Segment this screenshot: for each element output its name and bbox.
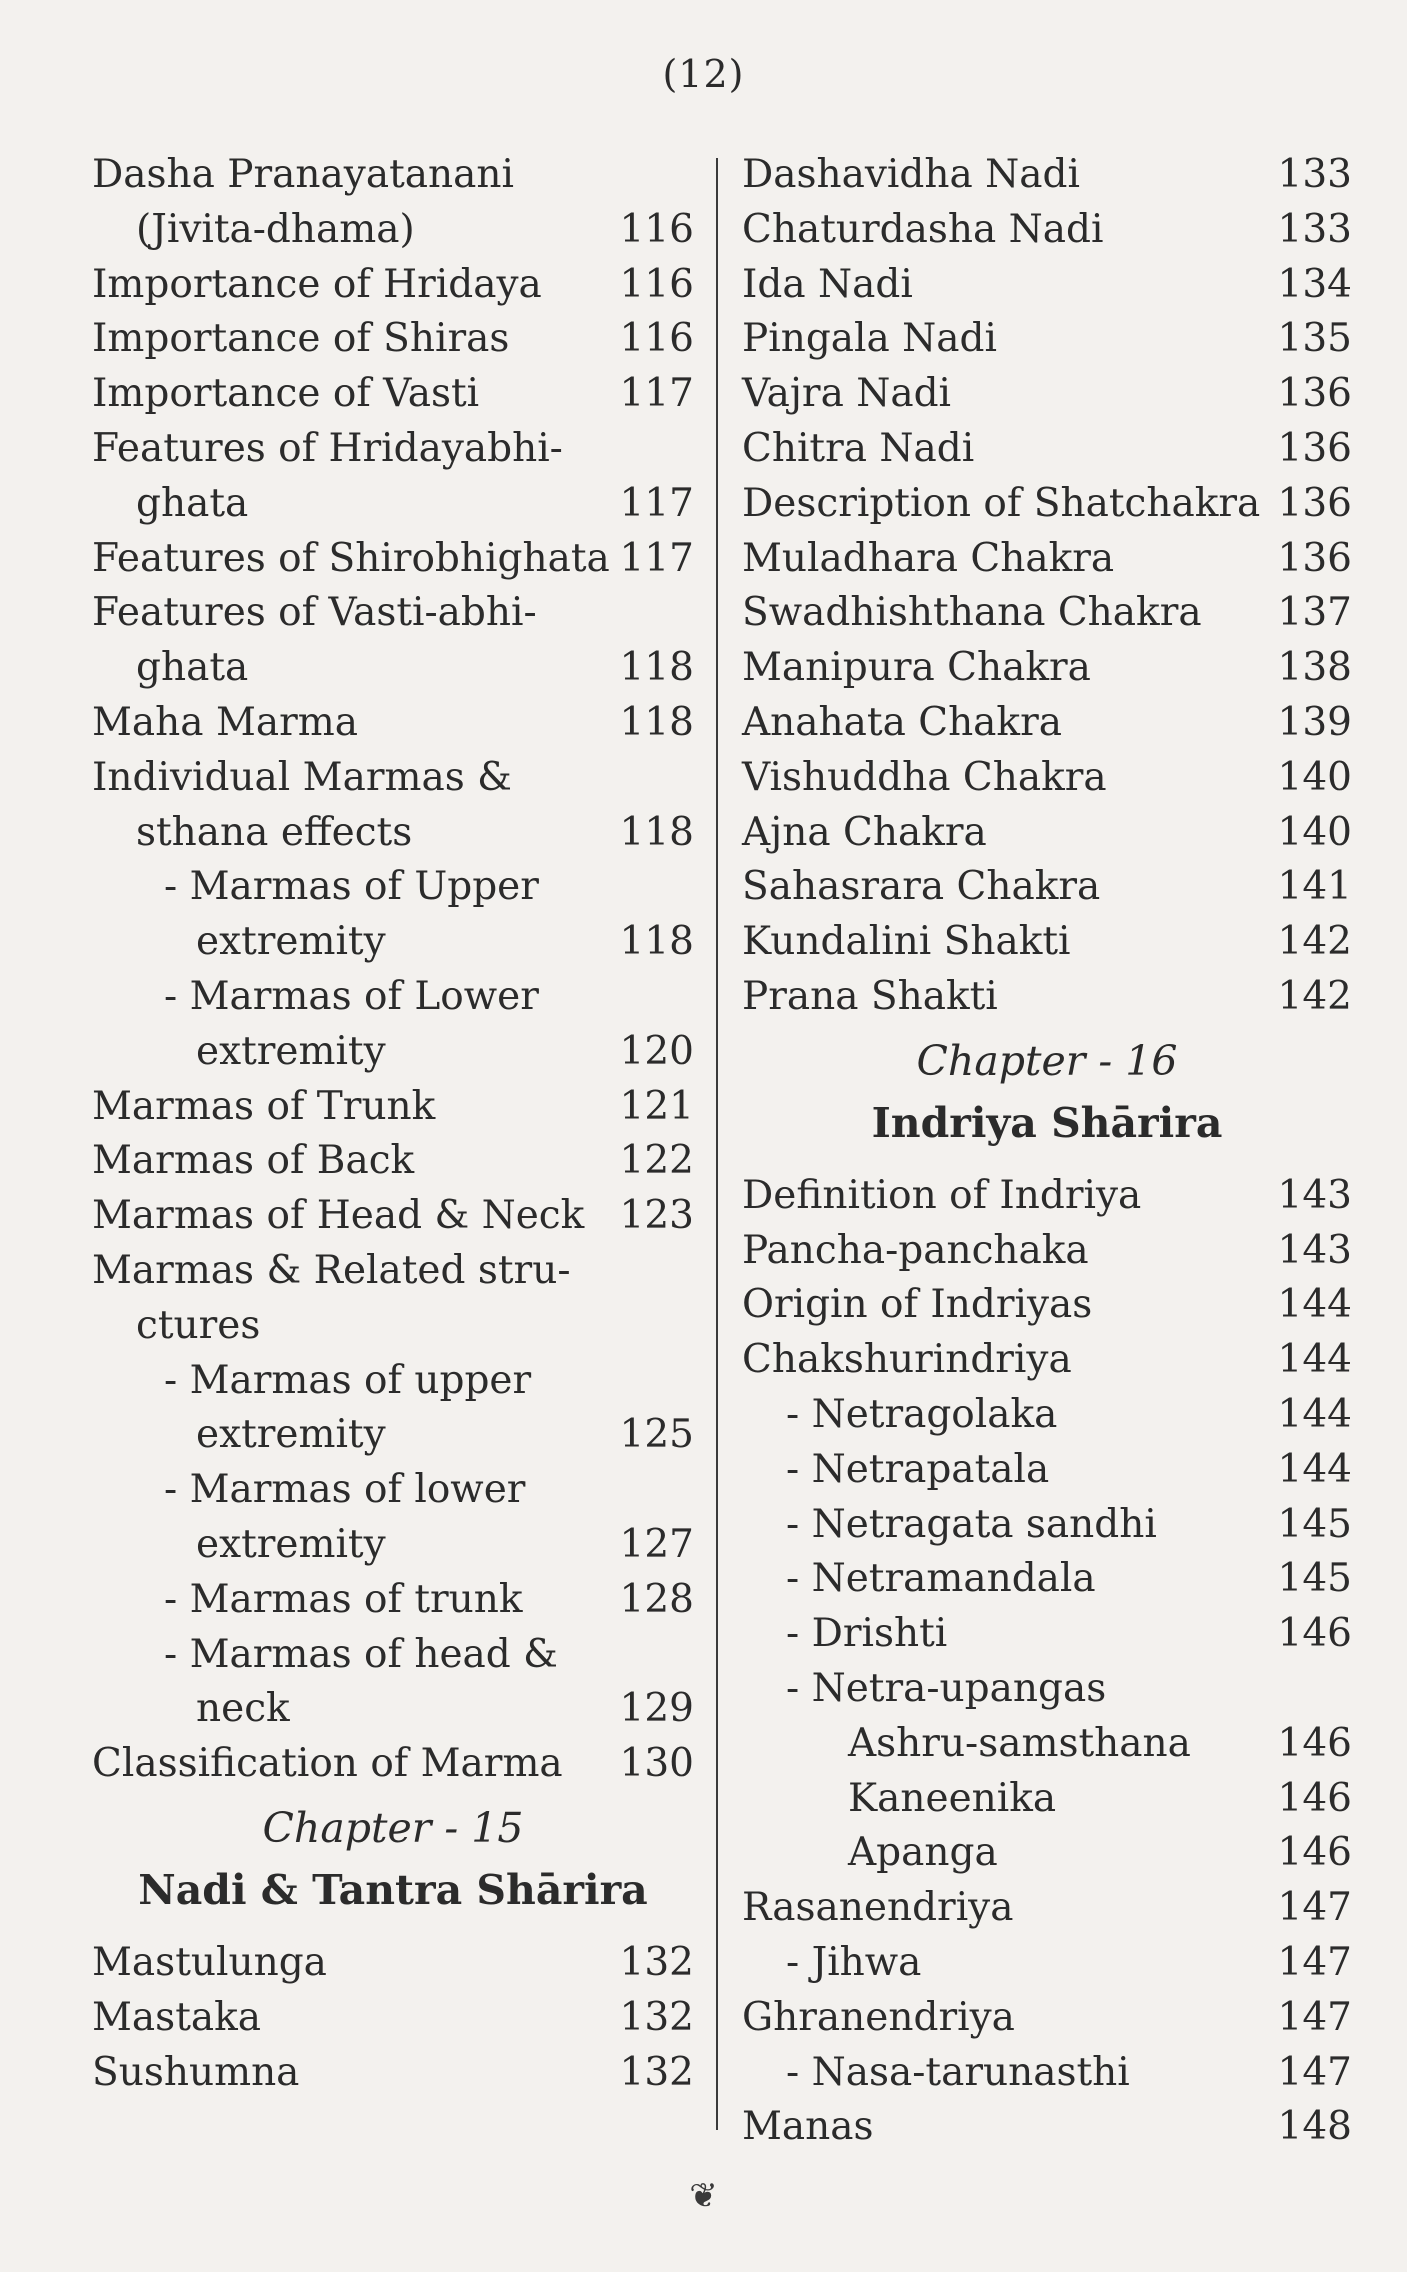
toc-entry — [742, 1224, 1352, 1279]
toc-entry-label: Pingala Nadi — [742, 316, 997, 362]
toc-entry — [742, 532, 1352, 587]
toc-entry-page: 144 — [1277, 1282, 1352, 1328]
toc-entry-label: Ghranendriya — [742, 1994, 1015, 2040]
toc-entry — [742, 1169, 1352, 1224]
toc-entry-label: Origin of Indriyas — [742, 1282, 1093, 1328]
toc-entry-label: ctures — [136, 1302, 261, 1348]
toc-entry-page: 137 — [1277, 590, 1352, 636]
toc-entry — [92, 1025, 694, 1080]
toc-entry — [742, 1388, 1352, 1443]
toc-entry-page: 147 — [1277, 1994, 1352, 2040]
toc-entry-page: 143 — [1277, 1172, 1352, 1218]
toc-entry-label: extremity — [196, 919, 386, 965]
toc-entry-page: 117 — [619, 371, 694, 417]
toc-entry-page: 120 — [619, 1028, 694, 1074]
toc-entry — [92, 1991, 694, 2046]
toc-entry-page: 140 — [1277, 754, 1352, 800]
toc-entry — [92, 641, 694, 696]
toc-entry-label: Marmas of Head & Neck — [92, 1193, 585, 1239]
toc-entry-label: - Marmas of trunk — [164, 1576, 523, 1622]
toc-entry-label: Anahata Chakra — [742, 699, 1062, 745]
toc-entry-label: Sushumna — [92, 2049, 300, 2095]
toc-entry-label: extremity — [196, 1521, 386, 1567]
toc-entry-page: 116 — [619, 206, 694, 252]
toc-entry-label: extremity — [196, 1412, 386, 1458]
toc-entry-label: ghata — [136, 645, 249, 691]
toc-entry-page: 145 — [1277, 1556, 1352, 1602]
toc-entry-page: 147 — [1277, 1885, 1352, 1931]
toc-entry — [742, 422, 1352, 477]
toc-entry-label: Manas — [742, 2104, 874, 2150]
toc-entry-page: 132 — [619, 1994, 694, 2040]
toc-entry-label: Features of Shirobhighata — [92, 535, 610, 581]
toc-entry — [92, 1573, 694, 1628]
toc-entry-page: 117 — [619, 480, 694, 526]
toc-list-left — [92, 148, 694, 1792]
toc-entry-label: Vishuddha Chakra — [742, 754, 1107, 800]
toc-entry — [92, 1463, 694, 1518]
toc-entry — [92, 203, 694, 258]
toc-entry-label: Manipura Chakra — [742, 645, 1091, 691]
toc-entry — [742, 1443, 1352, 1498]
toc-entry — [92, 532, 694, 587]
toc-entry-label: Swadhishthana Chakra — [742, 590, 1202, 636]
toc-entry-label: Classification of Marma — [92, 1741, 563, 1787]
chapter-heading: Chapter - 15 — [262, 1803, 524, 1852]
toc-entry-page: 123 — [619, 1193, 694, 1239]
toc-entry-page: 136 — [1277, 480, 1352, 526]
toc-entry — [742, 1881, 1352, 1936]
toc-entry-label: extremity — [196, 1028, 386, 1074]
toc-entry — [92, 1518, 694, 1573]
toc-entry — [92, 1080, 694, 1135]
toc-entry-page: 139 — [1277, 699, 1352, 745]
toc-entry — [742, 1662, 1352, 1717]
toc-entry — [742, 2046, 1352, 2101]
toc-entry-label: Ida Nadi — [742, 261, 913, 307]
toc-entry — [742, 1991, 1352, 2046]
toc-entry-label: Description of Shatchakra — [742, 480, 1261, 526]
toc-entry-page: 143 — [1277, 1227, 1352, 1273]
toc-entry — [92, 1189, 694, 1244]
toc-entry-page: 146 — [1277, 1720, 1352, 1766]
toc-entry-label: Definition of Indriya — [742, 1172, 1142, 1218]
toc-entry-page: 141 — [1277, 864, 1352, 910]
toc-entry-page: 136 — [1277, 535, 1352, 581]
toc-entry-page: 117 — [619, 535, 694, 581]
toc-entry — [742, 477, 1352, 532]
toc-entry — [742, 806, 1352, 861]
toc-entry-page: 135 — [1277, 316, 1352, 362]
toc-entry — [92, 1936, 694, 1991]
toc-entry — [742, 1333, 1352, 1388]
toc-entry-label: Mastaka — [92, 1994, 262, 2040]
toc-entry-label: - Marmas of Lower — [164, 973, 539, 1019]
toc-entry-page: 130 — [619, 1741, 694, 1787]
toc-entry-label: Chitra Nadi — [742, 425, 975, 471]
toc-entry-label: Dasha Pranayatanani — [92, 152, 514, 197]
toc-entry — [92, 915, 694, 970]
toc-entry-label: - Netrapatala — [786, 1446, 1050, 1492]
toc-entry-page: 121 — [619, 1083, 694, 1129]
toc-right-column — [742, 148, 1352, 2155]
toc-entry-page: 148 — [1277, 2104, 1352, 2150]
toc-entry — [92, 1628, 694, 1683]
page-number: (12) — [662, 52, 745, 96]
toc-entry-label: - Marmas of upper — [164, 1357, 532, 1403]
toc-entry-page: 136 — [1277, 371, 1352, 417]
toc-entry — [742, 696, 1352, 751]
toc-entry-label: Pancha-panchaka — [742, 1227, 1089, 1273]
toc-list-right-after — [742, 1169, 1352, 2155]
toc-entry-label: Features of Hridayabhi- — [92, 425, 563, 471]
toc-entry-label: - Netra-upangas — [786, 1665, 1107, 1711]
toc-entry-label: neck — [196, 1686, 290, 1732]
toc-entry-label: Features of Vasti-abhi- — [92, 590, 537, 636]
toc-entry — [92, 1408, 694, 1463]
toc-entry-page: 146 — [1277, 1830, 1352, 1876]
toc-entry-label: Importance of Hridaya — [92, 261, 542, 307]
toc-entry — [92, 860, 694, 915]
toc-entry-page: 118 — [619, 919, 694, 965]
toc-entry — [742, 1772, 1352, 1827]
toc-entry-page: 145 — [1277, 1501, 1352, 1547]
toc-entry-label: Importance of Shiras — [92, 316, 510, 362]
toc-entry-page: 128 — [619, 1576, 694, 1622]
toc-entry-label: Kaneenika — [848, 1775, 1057, 1821]
toc-entry — [742, 860, 1352, 915]
toc-entry-page: 116 — [619, 316, 694, 362]
toc-entry-label: Marmas of Trunk — [92, 1083, 436, 1129]
toc-entry-label: Sahasrara Chakra — [742, 864, 1101, 910]
column-divider — [716, 158, 718, 2130]
toc-entry-page: 146 — [1277, 1775, 1352, 1821]
toc-entry — [92, 2046, 694, 2101]
toc-entry-page: 133 — [1277, 152, 1352, 197]
toc-entry-label: - Netragata sandhi — [786, 1501, 1157, 1547]
toc-entry-page: 118 — [619, 809, 694, 855]
toc-entry-label: - Netramandala — [786, 1556, 1096, 1602]
toc-entry-label: Prana Shakti — [742, 973, 998, 1019]
toc-entry-page: 146 — [1277, 1611, 1352, 1657]
toc-entry — [92, 970, 694, 1025]
toc-entry — [92, 1354, 694, 1409]
toc-entry — [92, 1299, 694, 1354]
toc-entry — [742, 203, 1352, 258]
toc-entry-label: Dashavidha Nadi — [742, 152, 1080, 197]
toc-entry-label: Importance of Vasti — [92, 371, 480, 417]
toc-entry-label: Marmas & Related stru- — [92, 1247, 571, 1293]
toc-entry — [92, 312, 694, 367]
toc-entry — [742, 586, 1352, 641]
toc-entry-label: - Drishti — [786, 1611, 948, 1657]
toc-entry — [92, 1682, 694, 1737]
toc-entry-label: ghata — [136, 480, 249, 526]
toc-entry — [92, 422, 694, 477]
toc-entry — [92, 806, 694, 861]
toc-entry-page: 147 — [1277, 2049, 1352, 2095]
toc-entry — [742, 1936, 1352, 1991]
toc-entry-label: Vajra Nadi — [742, 371, 952, 417]
toc-entry-page: 127 — [619, 1521, 694, 1567]
toc-entry-page: 125 — [619, 1412, 694, 1458]
toc-entry-label: Kundalini Shakti — [742, 919, 1071, 965]
toc-entry-page: 144 — [1277, 1391, 1352, 1437]
toc-list-right — [742, 148, 1352, 1025]
toc-entry-page: 140 — [1277, 809, 1352, 855]
toc-entry — [92, 751, 694, 806]
toc-entry — [742, 915, 1352, 970]
toc-entry-page: 132 — [619, 1939, 694, 1985]
toc-entry — [92, 148, 694, 203]
toc-entry — [92, 1737, 694, 1792]
toc-list-left-after — [92, 1936, 694, 2100]
ornament-icon: ❦ — [689, 2176, 718, 2216]
toc-entry — [742, 751, 1352, 806]
toc-entry-label: Chaturdasha Nadi — [742, 206, 1104, 252]
chapter-title: Indriya Shārira — [871, 1098, 1223, 1147]
toc-entry-page: 142 — [1277, 919, 1352, 965]
toc-entry-label: Maha Marma — [92, 699, 359, 745]
toc-entry — [742, 367, 1352, 422]
toc-entry-label: sthana effects — [136, 809, 413, 855]
toc-entry-label: Apanga — [848, 1830, 998, 1876]
toc-entry-page: 122 — [619, 1138, 694, 1184]
toc-entry-page: 132 — [619, 2049, 694, 2095]
toc-entry-label: Chakshurindriya — [742, 1337, 1072, 1383]
toc-entry-page: 116 — [619, 261, 694, 307]
toc-entry-label: Individual Marmas & — [92, 754, 512, 800]
toc-entry — [92, 258, 694, 313]
toc-entry — [742, 970, 1352, 1025]
toc-entry — [742, 1552, 1352, 1607]
toc-entry-page: 118 — [619, 699, 694, 745]
toc-entry-page: 147 — [1277, 1939, 1352, 1985]
toc-entry-label: Ashru-samsthana — [848, 1720, 1191, 1766]
toc-entry-label: Rasanendriya — [742, 1885, 1014, 1931]
toc-entry-label: (Jivita-dhama) — [136, 206, 415, 252]
toc-left-column — [92, 148, 694, 2100]
toc-entry — [92, 367, 694, 422]
toc-entry-label: Mastulunga — [92, 1939, 327, 1985]
toc-entry — [742, 1717, 1352, 1772]
toc-entry — [742, 258, 1352, 313]
toc-entry — [742, 1498, 1352, 1553]
chapter-heading: Chapter - 16 — [916, 1036, 1178, 1085]
toc-entry — [742, 641, 1352, 696]
toc-entry — [92, 1134, 694, 1189]
toc-entry — [92, 586, 694, 641]
toc-entry-label: Marmas of Back — [92, 1138, 415, 1184]
toc-entry-page: 144 — [1277, 1337, 1352, 1383]
toc-entry-page: 129 — [619, 1686, 694, 1732]
toc-entry — [92, 477, 694, 532]
toc-entry — [92, 696, 694, 751]
toc-entry-label: - Marmas of Upper — [164, 864, 539, 910]
toc-entry-page: 138 — [1277, 645, 1352, 691]
toc-entry — [92, 1244, 694, 1299]
toc-entry-label: Ajna Chakra — [742, 809, 987, 855]
toc-entry-label: - Nasa-tarunasthi — [786, 2049, 1130, 2095]
toc-entry — [742, 1278, 1352, 1333]
toc-entry-page: 136 — [1277, 425, 1352, 471]
toc-entry-label: - Marmas of lower — [164, 1467, 526, 1513]
toc-entry — [742, 148, 1352, 203]
toc-entry — [742, 312, 1352, 367]
toc-entry — [742, 1826, 1352, 1881]
toc-entry-page: 142 — [1277, 973, 1352, 1019]
chapter-title: Nadi & Tantra Shārira — [138, 1865, 648, 1914]
toc-entry-page: 134 — [1277, 261, 1352, 307]
toc-entry-page: 118 — [619, 645, 694, 691]
toc-entry-page: 144 — [1277, 1446, 1352, 1492]
toc-entry-label: - Netragolaka — [786, 1391, 1058, 1437]
toc-entry-label: Muladhara Chakra — [742, 535, 1115, 581]
toc-entry-label: - Marmas of head & — [164, 1631, 558, 1677]
toc-entry — [742, 1607, 1352, 1662]
toc-entry-page: 133 — [1277, 206, 1352, 252]
toc-entry-label: - Jihwa — [786, 1939, 922, 1985]
toc-entry — [742, 2100, 1352, 2155]
